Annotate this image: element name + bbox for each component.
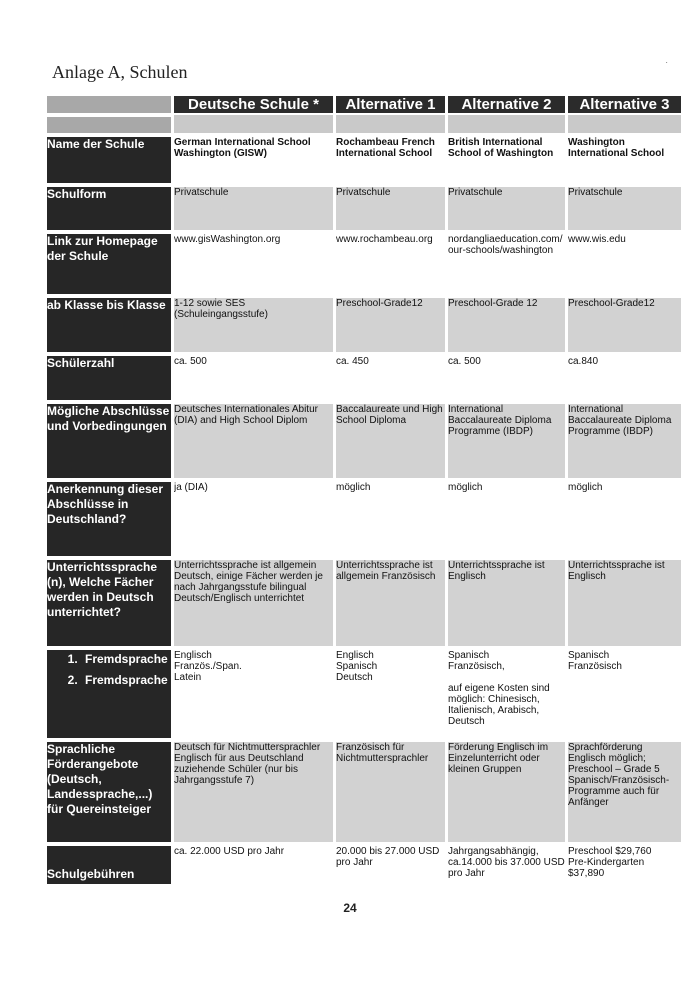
table-cell: Washington International School <box>565 133 681 183</box>
table-cell: Privatschule <box>445 183 565 230</box>
table-cell: möglich <box>565 478 681 556</box>
list-item: 1. Fremdsprache <box>81 652 171 667</box>
table-cell: ca. 450 <box>333 352 445 400</box>
cell-line: Preschool – Grade 5 Spanisch/Französisch-Programme auch für Anfänger <box>568 764 670 808</box>
cell-line: Latein <box>174 672 202 683</box>
cell-line: Deutsch für Nichtmuttersprachler <box>174 742 321 753</box>
page-number: 24 <box>343 901 357 915</box>
cell-line: Deutsch <box>336 672 373 683</box>
table-cell: Deutsches Internationales Abitur (DIA) and High School Diplom <box>171 400 333 478</box>
cell-line: Französisch <box>568 661 622 672</box>
table-cell: British International School of Washington <box>445 133 565 183</box>
row-anerkennung <box>47 478 681 556</box>
table-cell: Unterrichtssprache ist Englisch <box>565 556 681 646</box>
cell-line: Preschool $29,760 <box>568 846 652 857</box>
cell-line: Pre-Kindergarten $37,890 <box>568 857 645 879</box>
table-cell <box>445 646 565 738</box>
table-cell <box>565 842 681 884</box>
cell-gap <box>448 672 565 683</box>
table-cell <box>171 842 333 884</box>
table-cell <box>565 646 681 738</box>
row-gebuehren <box>47 842 681 884</box>
cell-line: ca. 22.000 USD pro Jahr <box>174 846 285 857</box>
row-label: Unterrichtssprache (n), Welche Fächer werden in Deutsch unterrichtet? <box>47 556 171 646</box>
header-alternative-2: Alternative 2 <box>445 96 565 113</box>
page-title: Anlage A, Schulen <box>52 62 188 82</box>
table-cell: Rochambeau French International School <box>333 133 445 183</box>
table-cell: Privatschule <box>565 183 681 230</box>
header-alternative-1: Alternative 1 <box>333 96 445 113</box>
table-cell: ja (DIA) <box>171 478 333 556</box>
table-cell <box>445 738 565 842</box>
cell-line: Französisch, <box>448 661 505 672</box>
cell-line: 20.000 bis 27.000 USD pro Jahr <box>336 846 440 868</box>
table-cell: ca. 500 <box>445 352 565 400</box>
cell-line: Jahrgangsabhängig, ca.14.000 bis 37.000 USD pro Jahr <box>448 846 565 879</box>
spacer-row <box>47 113 681 133</box>
table-cell: Unterrichtssprache ist allgemein Französisch <box>333 556 445 646</box>
row-label: Schulform <box>47 183 171 230</box>
table-cell: Privatschule <box>171 183 333 230</box>
cell-line: Englisch für aus Deutschland zuziehende Schüler (nur bis Jahrgangsstufe 7) <box>174 753 304 786</box>
homepage-link[interactable]: www.gisWashington.org <box>171 230 333 294</box>
cell-line: Sprachförderung Englisch möglich; <box>568 742 646 764</box>
header-deutsche-schule: Deutsche Schule * <box>171 96 333 113</box>
table-cell <box>445 842 565 884</box>
row-name <box>47 133 681 183</box>
table-cell: Unterrichtssprache ist Englisch <box>445 556 565 646</box>
table-cell <box>333 842 445 884</box>
row-label: Sprachliche Förderangebote (Deutsch, Landessprache,...) für Quereinsteiger <box>47 738 171 842</box>
homepage-link[interactable]: nordangliaeducation.com/our-schools/washington <box>445 230 565 294</box>
table-cell: ca.840 <box>565 352 681 400</box>
table-cell <box>171 738 333 842</box>
table-cell: Preschool-Grade 12 <box>445 294 565 352</box>
table-cell: International Baccalaureate Diploma Programme (IBDP) <box>445 400 565 478</box>
header-corner <box>47 96 171 113</box>
row-label: Link zur Homepage der Schule <box>47 230 171 294</box>
row-foerderung <box>47 738 681 842</box>
row-homepage <box>47 230 681 294</box>
table-cell: 1-12 sowie SES (Schuleingangsstufe) <box>171 294 333 352</box>
table-cell: ca. 500 <box>171 352 333 400</box>
table-cell <box>565 738 681 842</box>
row-klassen <box>47 294 681 352</box>
cell-line: Förderung Englisch im Einzelunterricht oder kleinen Gruppen <box>448 742 549 775</box>
cell-line: auf eigene Kosten sind möglich: Chinesisch, Italienisch, Arabisch, Deutsch <box>448 683 550 727</box>
cell-line: Französisch für Nichtmuttersprachler <box>336 742 429 764</box>
header-alternative-3: Alternative 3 <box>565 96 681 113</box>
row-label <box>47 646 171 738</box>
row-fremdsprachen <box>47 646 681 738</box>
row-schuelerzahl <box>47 352 681 400</box>
cell-line: Englisch <box>174 650 212 661</box>
table-cell: Unterrichtssprache ist allgemein Deutsch, einige Fächer werden je nach Jahrgangsstufe bilingual Deutsch/Englisch unterrichtet <box>171 556 333 646</box>
row-label: Schulgebühren <box>47 842 171 884</box>
table-cell: Privatschule <box>333 183 445 230</box>
cell-line: Spanisch <box>336 661 378 672</box>
table-cell: möglich <box>445 478 565 556</box>
table-cell: German International School Washington (GISW) <box>171 133 333 183</box>
row-label: Anerkennung dieser Abschlüsse in Deutschland? <box>47 478 171 556</box>
table-cell <box>333 738 445 842</box>
table-cell: Preschool-Grade12 <box>333 294 445 352</box>
table-cell <box>171 646 333 738</box>
table-cell <box>333 646 445 738</box>
list-item: 2. Fremdsprache <box>81 673 171 688</box>
schools-table <box>47 96 681 884</box>
row-schulform <box>47 183 681 230</box>
homepage-link[interactable]: www.wis.edu <box>565 230 681 294</box>
cell-line: Englisch <box>336 650 374 661</box>
fremdsprachen-list <box>67 652 171 688</box>
row-label: Schülerzahl <box>47 352 171 400</box>
cell-line: Spanisch <box>568 650 610 661</box>
homepage-link[interactable]: www.rochambeau.org <box>333 230 445 294</box>
table-cell: möglich <box>333 478 445 556</box>
header-row <box>47 96 681 113</box>
table-cell: Baccalaureate und High School Diploma <box>333 400 445 478</box>
cell-line: Französ./Span. <box>174 661 242 672</box>
margin-mark: · <box>665 58 668 67</box>
row-label: ab Klasse bis Klasse <box>47 294 171 352</box>
row-label: Name der Schule <box>47 133 171 183</box>
row-unterrichtssprache <box>47 556 681 646</box>
table-cell: International Baccalaureate Diploma Programme (IBDP) <box>565 400 681 478</box>
table-cell: Preschool-Grade12 <box>565 294 681 352</box>
cell-line: Spanisch <box>448 650 490 661</box>
row-abschluesse <box>47 400 681 478</box>
row-label: Mögliche Abschlüsse und Vorbedingungen <box>47 400 171 478</box>
